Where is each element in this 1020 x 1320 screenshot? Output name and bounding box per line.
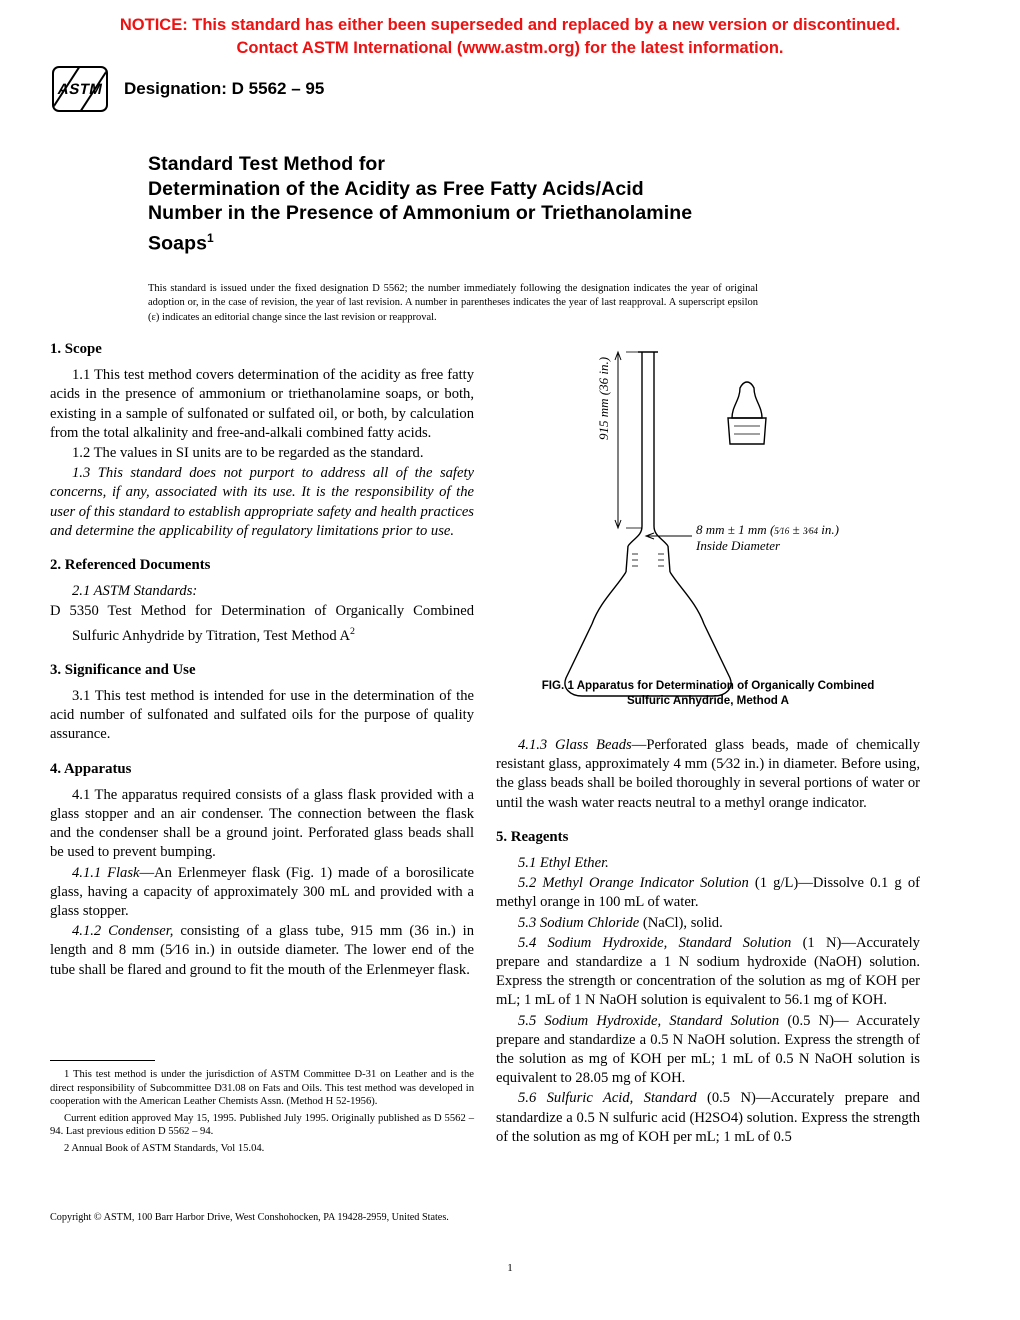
para-1-2: 1.2 The values in SI units are to be regarded as the standard. xyxy=(72,445,424,462)
figure-diameter-label-2: Inside Diameter xyxy=(696,538,781,553)
para-5-4 xyxy=(496,934,920,1011)
figure-length-label: 915 mm (36 in.) xyxy=(596,356,611,440)
figure-1-apparatus xyxy=(496,340,920,720)
page-title xyxy=(148,152,848,256)
ref-doc-item-footnote: 2 xyxy=(350,625,355,637)
apparatus-diagram-icon xyxy=(496,340,920,720)
title-line-4: Soaps xyxy=(148,232,208,254)
para-4-1-3 xyxy=(496,736,920,813)
notice-line-1: NOTICE: This standard has either been superseded and replaced by a new version or discontinued. xyxy=(119,16,901,34)
para-5-6 xyxy=(496,1089,920,1147)
footnote-2: 2 Annual Book of ASTM Standards, Vol 15.04. xyxy=(64,1142,265,1154)
para-4-1: 4.1 The apparatus required consists of a glass flask provided with a glass stopper and an air condenser. The connection between the flask and the condenser shall be a ground joint. Perforated glass beads shall be used to prevent bumping. xyxy=(50,786,474,861)
para-4-1-1 xyxy=(50,864,474,922)
para-5-5-text: (0.5 N)— Accurately prepare and standardize a 0.5 N NaOH solution. Express the strength of the solution as mg of KOH per mL; 1 mL of 0.5 N NaOH solution is equivalent to 28.05 mg of KOH. xyxy=(496,1012,920,1087)
designation-label: Designation: D 5562 – 95 xyxy=(124,79,325,98)
astm-logo-icon xyxy=(52,66,108,112)
para-5-3 xyxy=(496,914,920,933)
para-5-4-label: 5.4 Sodium Hydroxide, Standard Solution xyxy=(518,934,792,951)
para-4-1-2-text: consisting of a glass tube, 915 mm (36 in.) in length and 8 mm (5⁄16 in.) in outside diameter. The lower end of the tube shall be flared and ground to fit the mouth of the Erlenmeyer flask. xyxy=(50,923,475,978)
para-4-1-2-label: 4.1.2 Condenser, xyxy=(72,923,174,940)
para-4-1-1-text: —An Erlenmeyer flask (Fig. 1) made of a borosilicate glass, having a capacity of approximately 300 mL and provided with a glass stopper. xyxy=(50,864,474,919)
heading-significance-and-use: 3. Significance and Use xyxy=(50,661,196,678)
ref-doc-item-text: D 5350 Test Method for Determination of Organically Combined Sulfuric Anhydride by Titration, Test Method A xyxy=(50,603,474,644)
footnote-rule xyxy=(50,1060,155,1061)
heading-reagents: 5. Reagents xyxy=(496,828,569,845)
superseded-notice xyxy=(0,14,1020,60)
astm-logo-text: ASTM xyxy=(55,80,105,98)
para-5-2 xyxy=(496,874,920,912)
para-1-1: 1.1 This test method covers determination of the acidity as free fatty acids in the presence of ammonium or triethanolamine soaps, or both, existing in a sample of sulfonated or sulfated oil, or both, by calculation from the total alkalinity and free-and-alkali combined fatty acids. xyxy=(50,367,474,441)
footnote-current-edition: Current edition approved May 15, 1995. Published July 1995. Originally published as D 5562 – 94. Last previous edition D 5562 – 94. xyxy=(50,1112,474,1138)
page-number: 1 xyxy=(507,1262,513,1274)
para-4-1-2 xyxy=(50,922,474,980)
para-5-1: 5.1 Ethyl Ether. xyxy=(518,855,609,872)
para-5-3-text: (NaCl), solid. xyxy=(639,914,723,931)
heading-apparatus: 4. Apparatus xyxy=(50,760,132,777)
para-5-2-text: (1 g/L)—Dissolve 0.1 g of methyl orange in 100 mL of water. xyxy=(496,875,920,911)
figure-caption-line-1: FIG. 1 Apparatus for Determination of Organically Combined xyxy=(541,679,875,692)
heading-scope: 1. Scope xyxy=(50,341,102,357)
para-5-4-text: (1 N)—Accurately prepare and standardize a 1 N sodium hydroxide (NaOH) solution. Express the strength or concentration of the solution as mg of KOH per mL; 1 mL of 1 N NaOH solution is equivalent to 56.1 mg of KOH. xyxy=(496,934,920,1009)
figure-1-caption xyxy=(496,678,920,708)
para-5-5 xyxy=(496,1012,920,1089)
copyright-line: Copyright © ASTM, 100 Barr Harbor Drive, West Conshohocken, PA 19428-2959, United States. xyxy=(50,1212,449,1223)
title-block xyxy=(148,152,848,325)
para-2-1: 2.1 ASTM Standards: xyxy=(72,583,198,600)
right-column xyxy=(496,736,920,1147)
para-4-1-3-text: —Perforated glass beads, made of chemically resistant glass, approximately 4 mm (5⁄32 in.) in diameter. Before using, the glass beads shall be boiled thoroughly in several portions of water or until the wash water reacts neutral to a methyl orange indicator. xyxy=(496,737,920,811)
para-5-5-label: 5.5 Sodium Hydroxide, Standard Solution xyxy=(518,1012,780,1029)
title-footnote-marker: 1 xyxy=(207,230,214,245)
ref-doc-item xyxy=(50,602,474,645)
footnotes-block xyxy=(50,1060,474,1156)
para-5-2-label: 5.2 Methyl Orange Indicator Solution xyxy=(518,875,749,892)
para-4-1-3-label: 4.1.3 Glass Beads xyxy=(518,737,632,753)
para-5-6-text: (0.5 N)—Accurately prepare and standardize a 0.5 N sulfuric acid (H2SO4) solution. Express the strength of the solution as mg of KOH per mL; 1 mL of 0.5 xyxy=(496,1090,920,1145)
title-line-2: Determination of the Acidity as Free Fatty Acids/Acid xyxy=(148,177,644,200)
para-5-3-label: 5.3 Sodium Chloride xyxy=(518,914,640,931)
title-line-3: Number in the Presence of Ammonium or Triethanolamine xyxy=(148,202,693,224)
notice-line-2: Contact ASTM International (www.astm.org) for the latest information. xyxy=(236,39,784,57)
figure-diameter-label: 8 mm ± 1 mm (5⁄16 ± 3⁄64 in.) xyxy=(696,522,839,537)
header-row xyxy=(52,66,324,112)
para-3-1: 3.1 This test method is intended for use in the determination of the acid number of sulfonated and sulfated oils for the purpose of quality assurance. xyxy=(50,687,474,743)
left-column xyxy=(50,340,474,980)
para-5-6-label: 5.6 Sulfuric Acid, Standard xyxy=(518,1090,697,1107)
title-line-1: Standard Test Method for xyxy=(148,153,386,175)
para-4-1-1-label: 4.1.1 Flask xyxy=(72,864,140,881)
heading-referenced-documents: 2. Referenced Documents xyxy=(50,557,211,574)
footnote-1: 1 This test method is under the jurisdiction of ASTM Committee D-31 on Leather and is the direct responsibility of Subcommittee D31.08 on Fats and Oils. This test method was developed in cooperation with the American Leather Chemists Assn. (Method H 52-1956). xyxy=(50,1069,474,1108)
standard-issue-note: This standard is issued under the fixed designation D 5562; the number immediately following the designation indicates the year of original adoption or, in the case of revision, the year of last revision. A number in parentheses indicates the year of last reapproval. A superscript epsilon (ε) indicates an editorial change since the last revision or reapproval. xyxy=(148,282,758,323)
para-1-3: 1.3 This standard does not purport to address all of the safety concerns, if any, associated with its use. It is the responsibility of the user of this standard to establish appropriate safety and health practices and determine the applicability of regulatory limitations prior to use. xyxy=(50,465,474,539)
figure-caption-line-2: Sulfuric Anhydride, Method A xyxy=(626,694,790,707)
